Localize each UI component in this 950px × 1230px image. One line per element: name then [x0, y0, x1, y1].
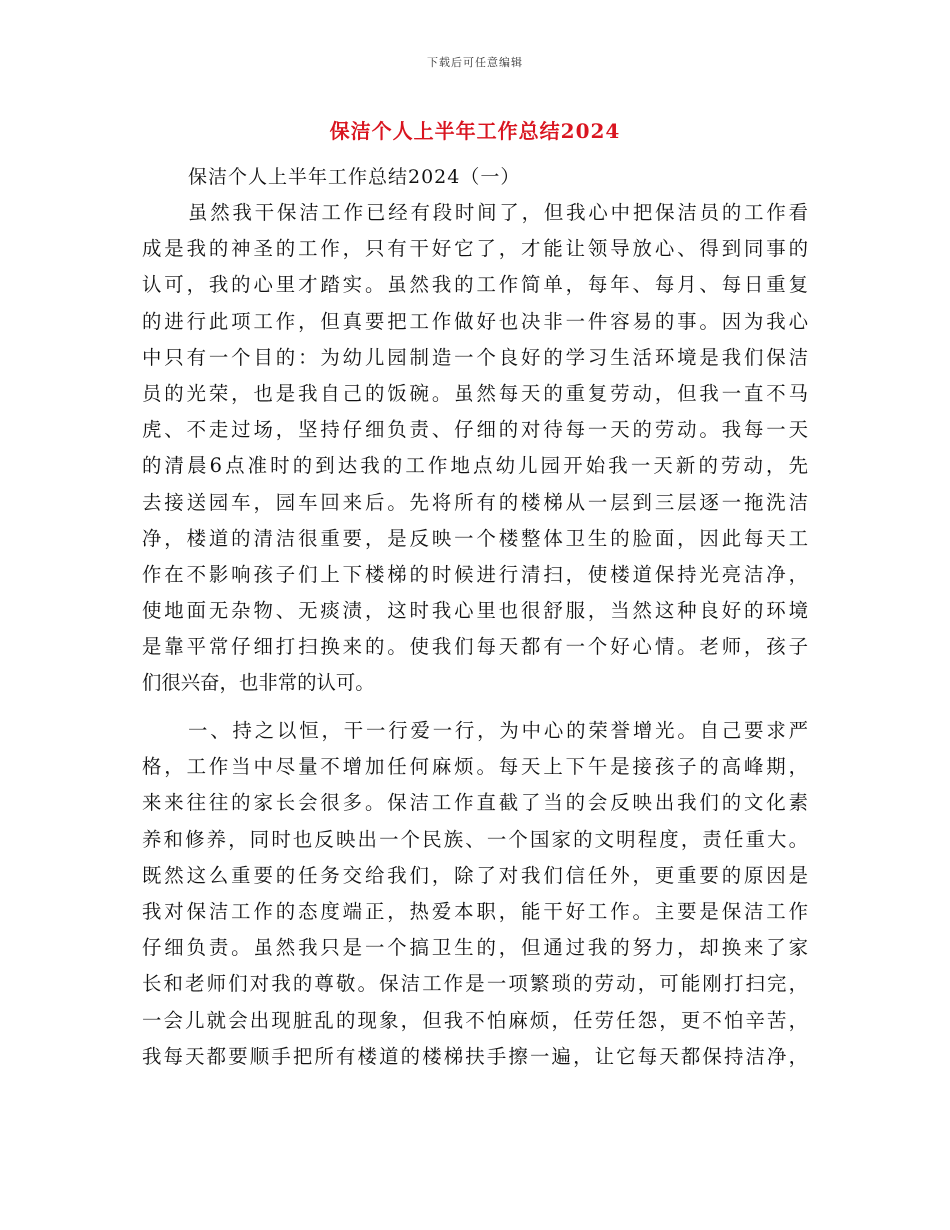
paragraph-line: 我对保洁工作的态度端正，热爱本职，能干好工作。主要是保洁工作 — [142, 899, 808, 923]
paragraph-line: 成是我的神圣的工作，只有干好它了，才能让领导放心、得到同事的 — [142, 237, 808, 261]
paragraph-line: 作在不影响孩子们上下楼梯的时候进行清扫，使楼道保持光亮洁净， — [142, 562, 808, 586]
paragraph-line: 认可，我的心里才踏实。虽然我的工作简单，每年、每月、每日重复 — [142, 273, 808, 297]
paragraph-line: 既然这么重要的任务交给我们，除了对我们信任外，更重要的原因是 — [142, 863, 808, 887]
paragraph-line: 员的光荣，也是我自己的饭碗。虽然每天的重复劳动，但我一直不马 — [142, 381, 808, 405]
paragraph-line: 中只有一个目的：为幼儿园制造一个良好的学习生活环境是我们保洁 — [142, 345, 808, 369]
paragraph-line: 养和修养，同时也反映出一个民族、一个国家的文明程度，责任重大。 — [142, 827, 808, 851]
paragraph-line: 们很兴奋，也非常的认可。 — [142, 671, 375, 695]
paragraph-line: 是靠平常仔细打扫换来的。使我们每天都有一个好心情。老师，孩子 — [142, 635, 808, 659]
paragraph-1 — [142, 195, 808, 702]
paragraph-line: 虎、不走过场，坚持仔细负责、仔细的对待每一天的劳动。我每一天 — [142, 418, 808, 442]
paragraph-2 — [142, 713, 808, 1075]
document-title: 保洁个人上半年工作总结2024 — [329, 119, 621, 143]
paragraph-line: 仔细负责。虽然我只是一个搞卫生的，但通过我的努力，却换来了家 — [142, 936, 808, 960]
paragraph-line: 格，工作当中尽量不增加任何麻烦。每天上下午是接孩子的高峰期， — [142, 755, 808, 779]
paragraph-line: 的进行此项工作，但真要把工作做好也决非一件容易的事。因为我心 — [142, 309, 808, 333]
paragraph-line: 虽然我干保洁工作已经有段时间了，但我心中把保洁员的工作看 — [188, 201, 808, 224]
paragraph-line: 净，楼道的清洁很重要，是反映一个楼整体卫生的脸面，因此每天工 — [142, 526, 808, 550]
paragraph-line: 去接送园车，园车回来后。先将所有的楼梯从一层到三层逐一拖洗洁 — [142, 490, 808, 514]
paragraph-line: 我每天都要顺手把所有楼道的楼梯扶手擦一遍，让它每天都保持洁净， — [142, 1044, 808, 1068]
paragraph-line: 来来往往的家长会很多。保洁工作直截了当的会反映出我们的文化素 — [142, 791, 808, 815]
paragraph-line: 一会儿就会出现脏乱的现象，但我不怕麻烦，任劳任怨，更不怕辛苦， — [142, 1008, 808, 1032]
document-subtitle: 保洁个人上半年工作总结2024（一） — [188, 166, 521, 188]
paragraph-line: 的清晨6点准时的到达我的工作地点幼儿园开始我一天新的劳动，先 — [142, 454, 808, 478]
header-note: 下载后可任意编辑 — [427, 56, 523, 69]
paragraph-line: 一、持之以恒，干一行爱一行，为中心的荣誉增光。自己要求严 — [188, 719, 808, 742]
paragraph-line: 长和老师们对我的尊敬。保洁工作是一项繁琐的劳动，可能刚打扫完， — [142, 972, 808, 996]
paragraph-line: 使地面无杂物、无痰渍，这时我心里也很舒服，当然这种良好的环境 — [142, 599, 808, 623]
